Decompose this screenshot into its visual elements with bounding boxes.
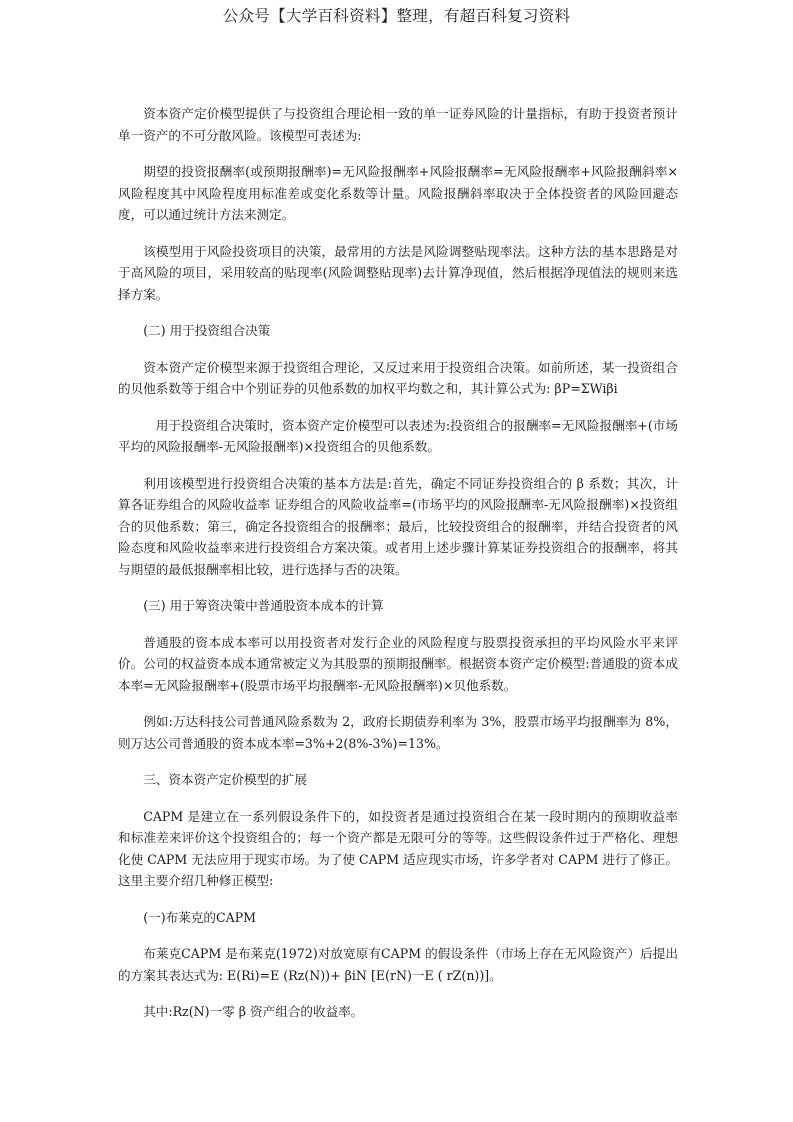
paragraph: 普通股的资本成本率可以用投资者对发行企业的风险程度与股票投资承担的平均风险水平来评价。公司的权益资本成本通常被定义为其股票的预期报酬率。根据资本资产定价模型:普通股的资本成本率=无风险报酬率+(股票市场平均报酬率-无风险报酬率)×贝他系数。 [118, 634, 678, 693]
paragraph: 用于投资组合决策时，资本资产定价模型可以表述为:投资组合的报酬率=无风险报酬率+(市场平均的风险报酬率-无风险报酬率)×投资组合的贝他系数。 [118, 417, 678, 454]
document-body [118, 103, 678, 1038]
paragraph: 资本资产定价模型来源于投资组合理论，又反过来用于投资组合决策。如前所述，某一投资组合的贝他系数等于组合中个别证券的贝他系数的加权平均数之和，其计算公式为: βP=ΣWiβi [118, 359, 678, 396]
paragraph: CAPM 是建立在一系列假设条件下的，如投资者是通过投资组合在某一段时期内的预期收益率和标准差来评价这个投资组合的；每一个资产都是无限可分的等等。这些假设条件过于严格化、理想化使 CAPM 无法应用于现实市场。为了使 CAPM 适应现实市场，许多学者对 CAPM 进行了修正。这里主要介绍几种修正模型: [118, 808, 678, 888]
paragraph: 利用该模型进行投资组合决策的基本方法是:首先，确定不同证券投资组合的 β 系数；其次，计算各证券组合的风险收益率 证券组合的风险收益率=(市场平均的风险报酬率-无风险报酬率)×投资组合的贝他系数；第三，确定各投资组合的报酬率；最后，比较投资组合的报酬率，并结合投资者的风险态度和风险收益率来进行投资组合方案决策。或者用上述步骤计算某证券投资组合的报酬率，将其与期望的最低报酬率相比较，进行选择与否的决策。 [118, 475, 678, 577]
paragraph: 其中:Rz(N)一零 β 资产组合的收益率。 [143, 1004, 364, 1019]
section-heading: (一)布莱克的CAPM [143, 909, 257, 925]
paragraph: 该模型用于风险投资项目的决策，最常用的方法是风险调整贴现率法。这种方法的基本思路是对于高风险的项目，采用较高的贴现率(风险调整贴现率)去计算净现值，然后根据净现值法的规则来选择方案。 [118, 243, 678, 302]
section-heading: 三、资本资产定价模型的扩展 [143, 772, 307, 787]
section-heading: (二) 用于投资组合决策 [143, 323, 271, 338]
paragraph: 例如:万达科技公司普通风险系数为 2，政府长期债券利率为 3%，股票市场平均报酬率为 8%，则万达公司普通股的资本成本率=3%+2(8%-3%)=13%。 [118, 714, 678, 751]
page-header: 公众号【大学百科资料】整理，有超百科复习资料 [222, 7, 571, 25]
paragraph: 资本资产定价模型提供了与投资组合理论相一致的单一证券风险的计量指标，有助于投资者预计单一资产的不可分散风险。该模型可表述为: [118, 106, 678, 143]
paragraph: 期望的投资报酬率(或预期报酬率)=无风险报酬率+风险报酬率=无风险报酬率+风险报酬斜率×风险程度其中风险程度用标准差或变化系数等计量。风险报酬斜率取决于全体投资者的风险回避态度，可以通过统计方法来测定。 [118, 164, 678, 222]
paragraph: 布莱克CAPM 是布莱克(1972)对放宽原有CAPM 的假设条件（市场上存在无风险资产）后提出的方案其表达式为: E(Ri)=E (Rz(N))+ βiN [E(rN)一E ( rZ(n))]。 [118, 946, 678, 983]
section-heading: (三) 用于筹资决策中普通股资本成本的计算 [143, 598, 384, 613]
